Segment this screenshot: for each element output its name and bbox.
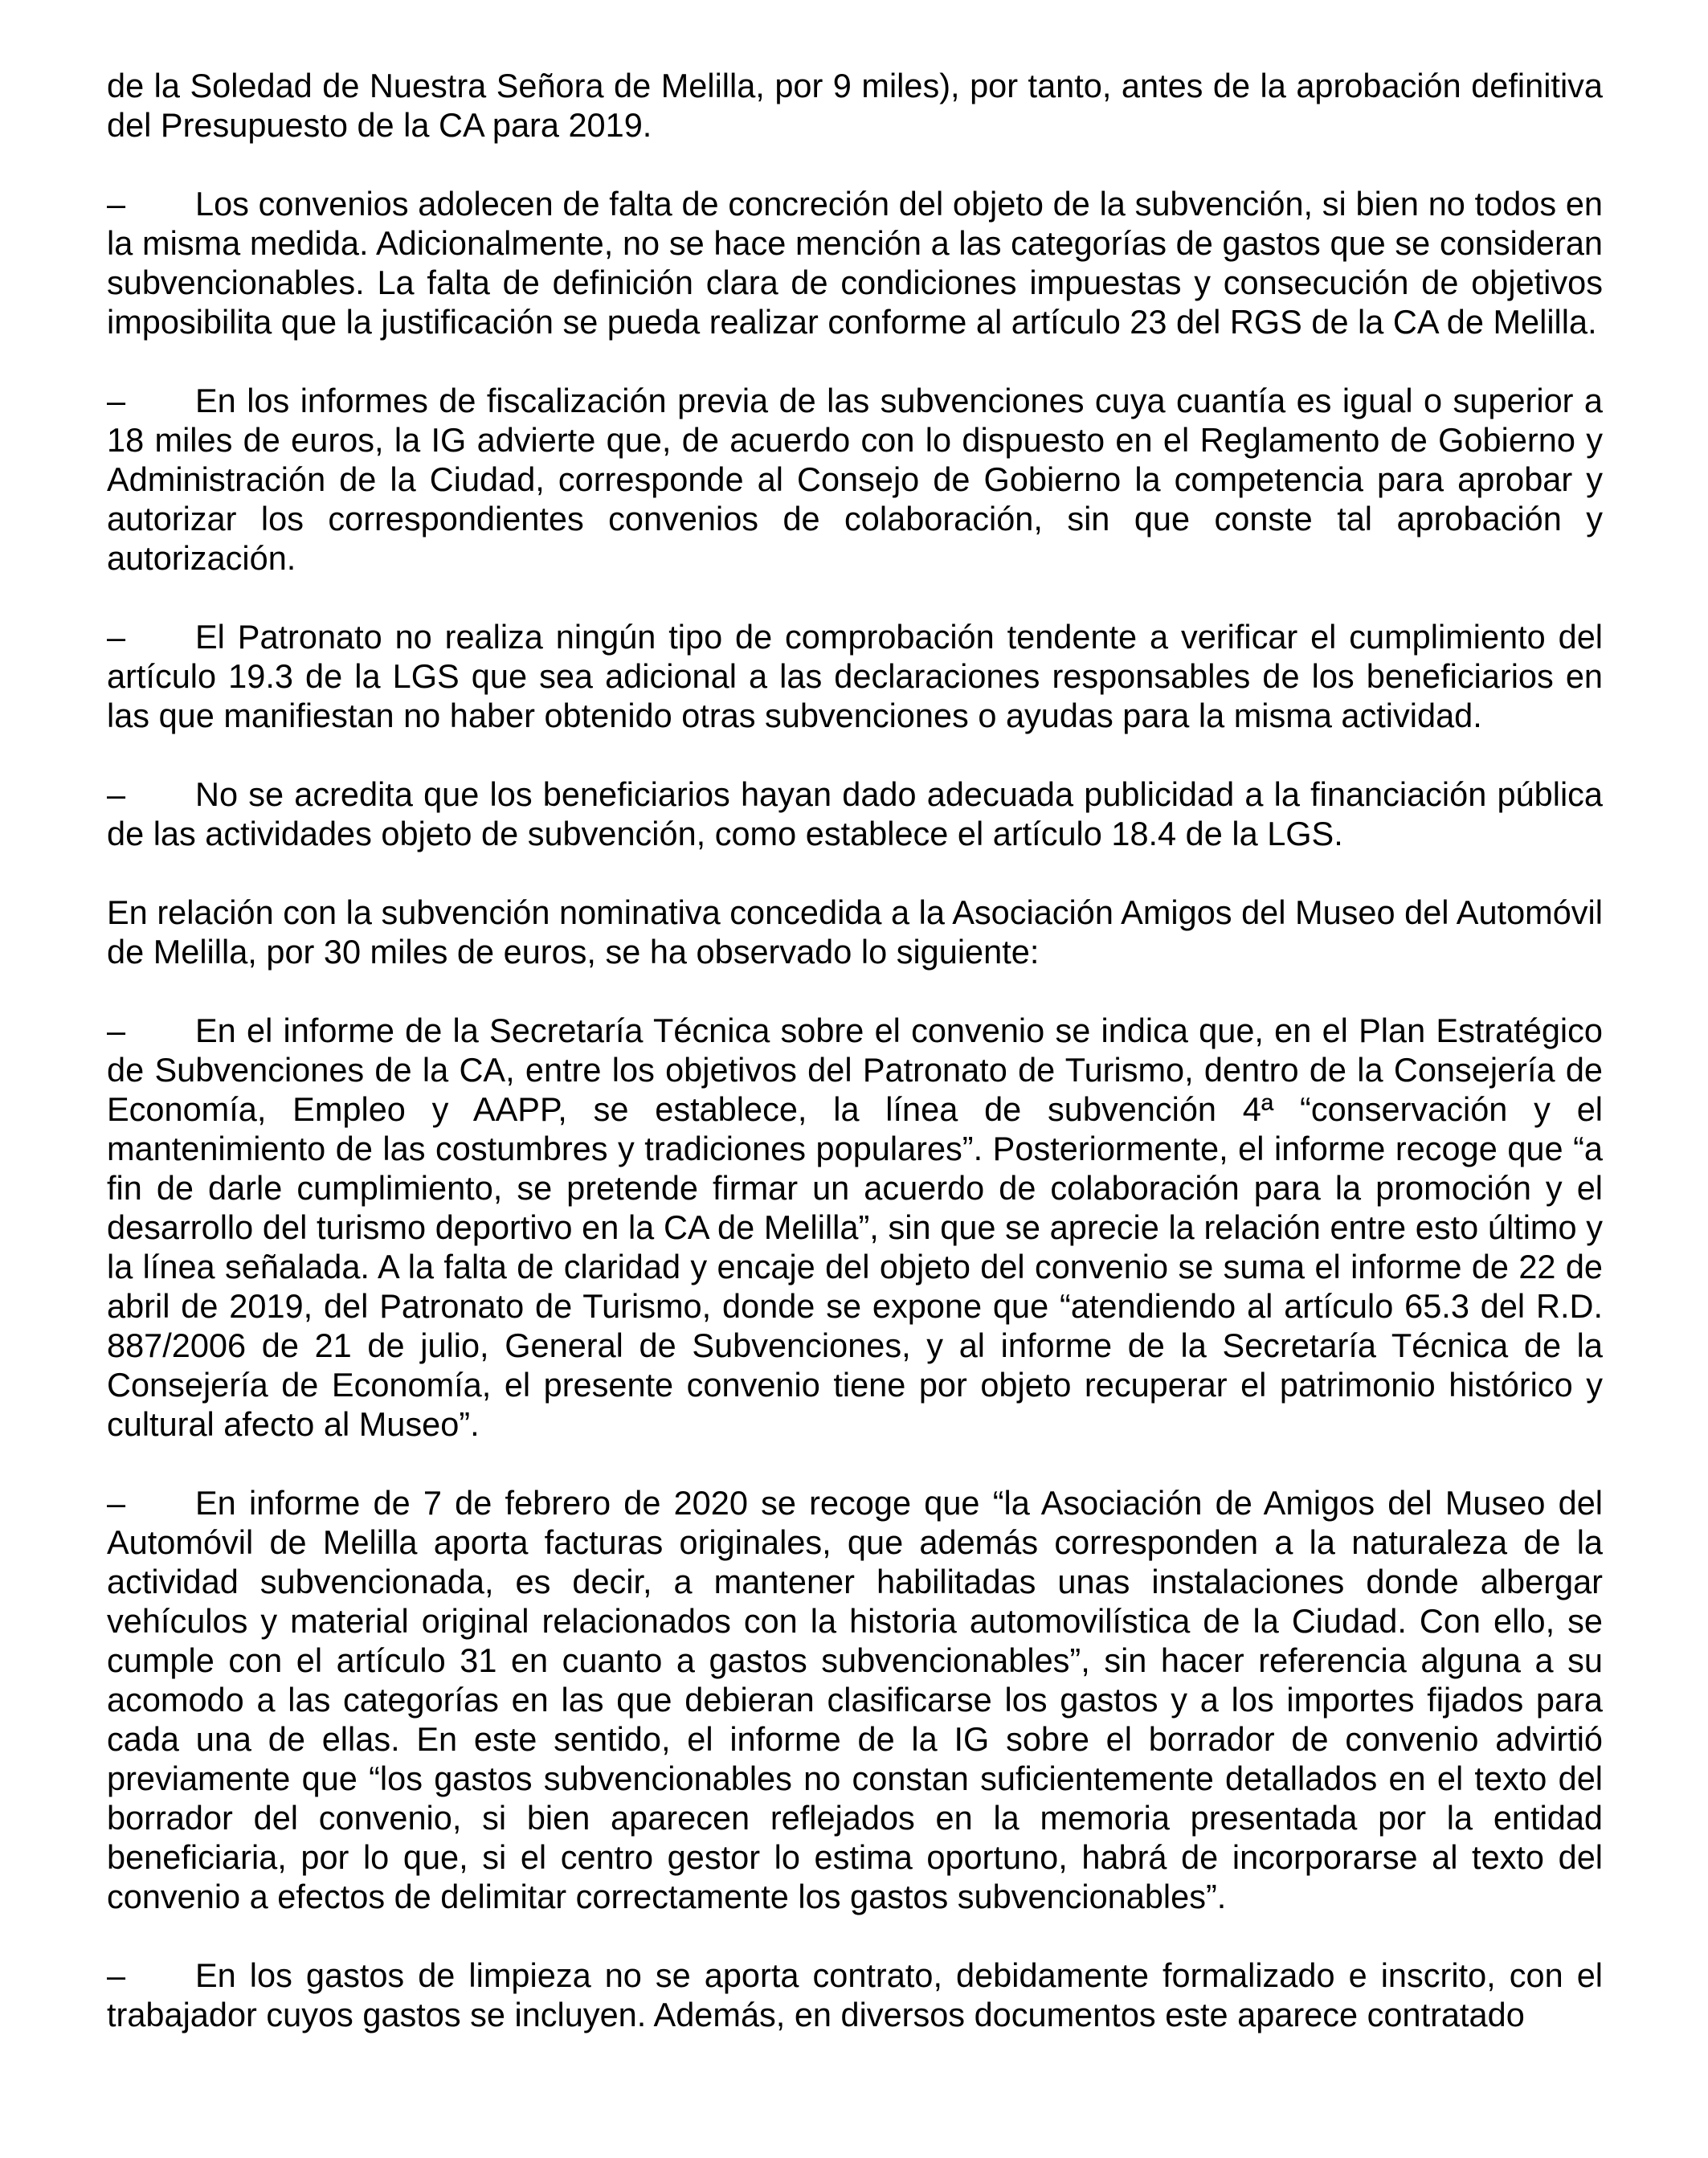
dash-marker: – [107, 1484, 126, 1522]
bullet-text: Los convenios adolecen de falta de concreción del objeto de la subvención, si bien no todos en la misma medida. Adicionalmente, no se hace mención a las categorías de gastos que se consideran subvencionables. La falta de definición clara de condiciones impuestas y consecución de objetivos imposibilita que la justificación se pueda realizar conforme al artículo 23 del RGS de la CA de Melilla. [107, 185, 1603, 341]
dash-marker: – [107, 185, 126, 223]
document-page [107, 66, 1603, 2034]
bullet-paragraph [107, 617, 1603, 735]
bullet-text: En el informe de la Secretaría Técnica sobre el convenio se indica que, en el Plan Estratégico de Subvenciones de la CA, entre los objetivos del Patronato de Turismo, dentro de la Consejería de Economía, Empleo y AAPP, se establece, la línea de subvención 4ª “conservación y el mantenimiento de las costumbres y tradiciones populares”. Posteriormente, el informe recoge que “a fin de darle cumplimiento, se pretende firmar un acuerdo de colaboración para la promoción y el desarrollo del turismo deportivo en la CA de Melilla”, sin que se aprecie la relación entre esto último y la línea señalada. A la falta de claridad y encaje del objeto del convenio se suma el informe de 22 de abril de 2019, del Patronato de Turismo, donde se expone que “atendiendo al artículo 65.3 del R.D. 887/2006 de 21 de julio, General de Subvenciones, y al informe de la Secretaría Técnica de la Consejería de Economía, el presente convenio tiene por objeto recuperar el patrimonio histórico y cultural afecto al Museo”. [107, 1012, 1603, 1443]
paragraph-text: de la Soledad de Nuestra Señora de Melilla, por 9 miles), por tanto, antes de la aprobación definitiva del Presupuesto de la CA para 2019. [107, 67, 1603, 144]
dash-marker: – [107, 1956, 126, 1994]
dash-marker: – [107, 775, 126, 813]
bullet-text: No se acredita que los beneficiarios hayan dado adecuada publicidad a la financiación pública de las actividades objeto de subvención, como establece el artículo 18.4 de la LGS. [107, 775, 1603, 852]
paragraph-text: En relación con la subvención nominativa concedida a la Asociación Amigos del Museo del Automóvil de Melilla, por 30 miles de euros, se ha observado lo siguiente: [107, 893, 1603, 971]
bullet-text: En los gastos de limpieza no se aporta contrato, debidamente formalizado e inscrito, con el trabajador cuyos gastos se incluyen. Además, en diversos documentos este aparece contratado [107, 1956, 1603, 2033]
bullet-paragraph [107, 1011, 1603, 1444]
bullet-paragraph [107, 1956, 1603, 2034]
dash-marker: – [107, 382, 126, 419]
paragraph [107, 66, 1603, 145]
bullet-text: En los informes de fiscalización previa de las subvenciones cuya cuantía es igual o superior a 18 miles de euros, la IG advierte que, de acuerdo con lo dispuesto en el Reglamento de Gobierno y Administración de la Ciudad, corresponde al Consejo de Gobierno la competencia para aprobar y autorizar los correspondientes convenios de colaboración, sin que conste tal aprobación y autorización. [107, 382, 1603, 577]
paragraph [107, 893, 1603, 971]
dash-marker: – [107, 618, 126, 656]
bullet-text: En informe de 7 de febrero de 2020 se recoge que “la Asociación de Amigos del Museo del Automóvil de Melilla aporta facturas originales, que además corresponden a la naturaleza de la actividad subvencionada, es decir, a mantener habilitadas unas instalaciones donde albergar vehículos y material original relacionados con la historia automovilística de la Ciudad. Con ello, se cumple con el artículo 31 en cuanto a gastos subvencionables”, sin hacer referencia alguna a su acomodo a las categorías en las que debieran clasificarse los gastos y a los importes fijados para cada una de ellas. En este sentido, el informe de la IG sobre el borrador de convenio advirtió previamente que “los gastos subvencionables no constan suficientemente detallados en el texto del borrador del convenio, si bien aparecen reflejados en la memoria presentada por la entidad beneficiaria, por lo que, si el centro gestor lo estima oportuno, habrá de incorporarse al texto del convenio a efectos de delimitar correctamente los gastos subvencionables”. [107, 1484, 1603, 1915]
bullet-paragraph [107, 381, 1603, 578]
bullet-paragraph [107, 775, 1603, 853]
bullet-text: El Patronato no realiza ningún tipo de comprobación tendente a verificar el cumplimiento del artículo 19.3 de la LGS que sea adicional a las declaraciones responsables de los beneficiarios en las que manifiestan no haber obtenido otras subvenciones o ayudas para la misma actividad. [107, 618, 1603, 734]
bullet-paragraph [107, 184, 1603, 341]
bullet-paragraph [107, 1483, 1603, 1916]
dash-marker: – [107, 1012, 126, 1049]
